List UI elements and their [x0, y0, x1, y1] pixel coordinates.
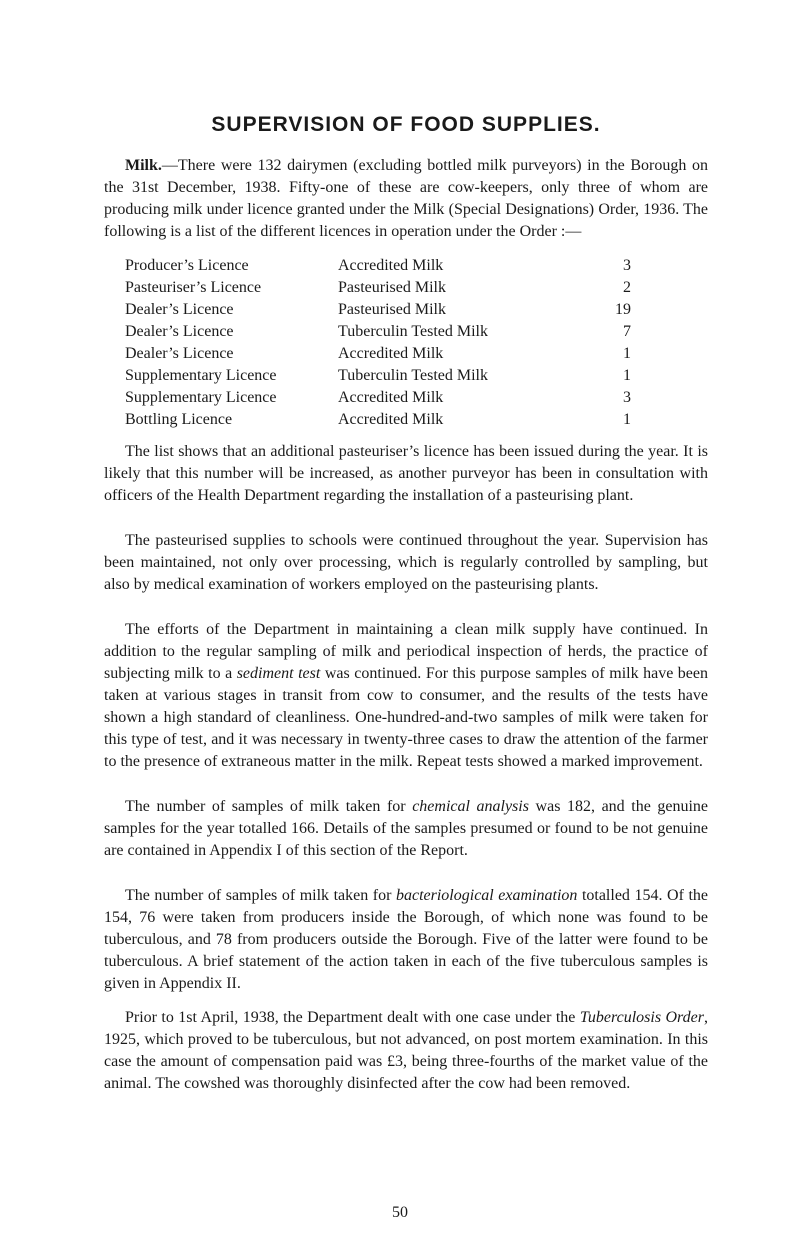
paragraph-tuberculosis-order: Prior to 1st April, 1938, the Department dealt with one case under the Tuberculosis Order, 1925, which proved to be tuberculous, but not advanced, on post mortem examination. In this case the amount of compensation paid was £3, being three-fourths of the market value of the animal. The cowshed was thoroughly disinfected after the cow had been removed. [104, 1009, 708, 1092]
licence-count: 3 [623, 257, 631, 274]
milk-lead: Milk. [125, 157, 162, 174]
licence-row [125, 343, 631, 365]
licence-name: Supplementary Licence [125, 367, 277, 384]
milk-type: Pasteurised Milk [338, 301, 446, 318]
licence-row [125, 277, 631, 299]
chemical-analysis-term: chemical analysis [412, 798, 529, 815]
page-number: 50 [392, 1204, 408, 1221]
paragraph-bacteriological: The number of samples of milk taken for bacteriological examination totalled 154. Of the 154, 76 were taken from producers inside the Borough, of which none was found to be tuberculous, and 78 from producers outside the Borough. Five of the latter were found to be tuberculous. A brief statement of the action taken in each of the five tuberculous samples is given in Appendix II. [104, 887, 708, 992]
licence-row [125, 255, 631, 277]
paragraph-pasteurised-schools: The pasteurised supplies to schools were continued throughout the year. Supervision has been maintained, not only over processing, which is regularly controlled by sampling, but also by medical examination of workers employed on the pasteurising plants. [104, 532, 708, 593]
milk-type: Accredited Milk [338, 411, 444, 428]
licence-name: Supplementary Licence [125, 389, 277, 406]
licence-row [125, 387, 631, 409]
milk-type: Accredited Milk [338, 345, 444, 362]
licence-row [125, 365, 631, 387]
milk-intro-paragraph [104, 155, 708, 243]
licence-count: 2 [623, 279, 631, 296]
paragraph-clean-milk: The efforts of the Department in maintaining a clean milk supply have continued. In addition to the regular sampling of milk and periodical inspection of herds, the practice of subjecting milk to a sediment test was continued. For this purpose samples of milk have been taken at various stages in transit from cow to consumer, and the results of the tests have shown a high standard of cleanliness. One-hundred-and-two samples of milk were taken for this type of test, and it was necessary in twenty-three cases to draw the attention of the farmer to the presence of extraneous matter in the milk. Repeat tests showed a marked improvement. [104, 621, 709, 770]
milk-type: Tuberculin Tested Milk [338, 323, 488, 340]
milk-type: Accredited Milk [338, 257, 444, 274]
milk-type: Pasteurised Milk [338, 279, 446, 296]
milk-type: Tuberculin Tested Milk [338, 367, 488, 384]
licence-table-body [125, 255, 631, 431]
licence-count: 1 [623, 367, 631, 384]
licence-row [125, 409, 631, 431]
licence-name: Pasteuriser’s Licence [125, 279, 262, 296]
licence-name: Producer’s Licence [125, 257, 249, 274]
milk-type: Accredited Milk [338, 389, 444, 406]
licence-name: Dealer’s Licence [125, 323, 234, 340]
milk-intro-text: —There were 132 dairymen (excluding bottled milk purveyors) in the Borough on the 31st December, 1938. Fifty-one of these are cow-keepers, only three of whom are producing milk under licence granted under the Milk (Special Designations) Order, 1936. The following is a list of the different licences in operation under the Order :— [104, 157, 708, 240]
paragraph-chemical-analysis: The number of samples of milk taken for chemical analysis was 182, and the genuine samples for the year totalled 166. Details of the samples presumed or found to be not genuine are contained in Appendix I of this section of the Report. [104, 798, 709, 859]
licence-count: 1 [623, 411, 631, 428]
licence-count: 19 [615, 301, 631, 318]
licence-name: Bottling Licence [125, 411, 233, 428]
licence-row [125, 321, 631, 343]
bacteriological-term: bacteriological examination [395, 887, 578, 904]
tuberculosis-order-term: Tuberculosis Order [579, 1009, 704, 1026]
licence-count: 3 [623, 389, 631, 406]
licence-table [125, 255, 631, 431]
licence-row [125, 299, 631, 321]
licence-count: 1 [623, 345, 631, 362]
page-heading: SUPERVISION OF FOOD SUPPLIES. [211, 113, 601, 136]
licence-count: 7 [623, 323, 631, 340]
paragraph-additional-licence: The list shows that an additional pasteuriser’s licence has been issued during the year. It is likely that this number will be increased, as another purveyor has been in consultation with officers of the Health Department regarding the installation of a pasteurising plant. [104, 443, 708, 504]
licence-name: Dealer’s Licence [125, 301, 234, 318]
licence-name: Dealer’s Licence [125, 345, 234, 362]
sediment-test-term: sediment test [236, 665, 321, 682]
